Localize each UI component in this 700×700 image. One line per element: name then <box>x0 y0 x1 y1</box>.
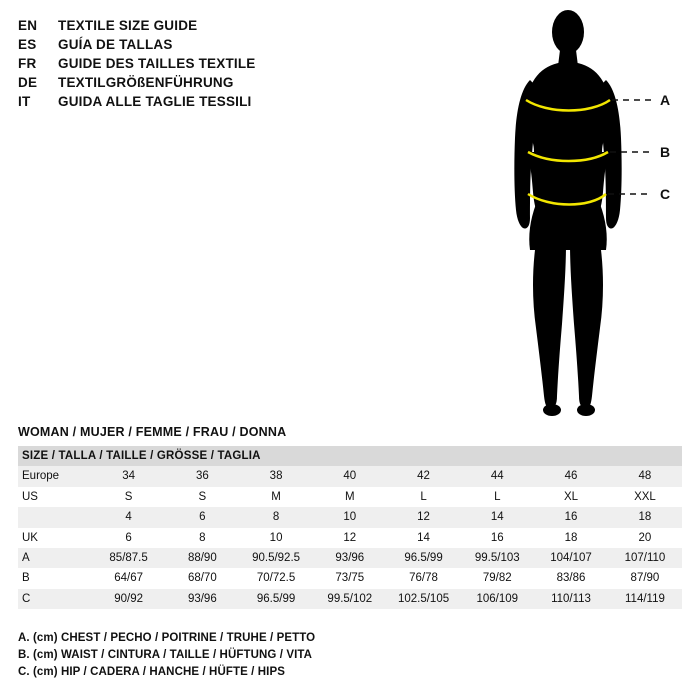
cell: 48 <box>608 466 682 486</box>
cell: 90/92 <box>92 589 166 609</box>
cell: S <box>92 487 166 507</box>
cell: 38 <box>239 466 313 486</box>
title-text-es: GUÍA DE TALLAS <box>58 37 173 52</box>
title-row-it <box>18 94 318 109</box>
title-block <box>18 18 318 113</box>
legend-note-c: C. (cm) HIP / CADERA / HANCHE / HÜFTE / HIPS <box>18 666 286 678</box>
female-silhouette-icon <box>514 10 621 416</box>
row-label-b: B <box>18 568 92 588</box>
cell: 42 <box>387 466 461 486</box>
cell: M <box>239 487 313 507</box>
title-text-en: TEXTILE SIZE GUIDE <box>58 18 198 33</box>
cell: XXL <box>608 487 682 507</box>
cell: 34 <box>92 466 166 486</box>
row-label-c: C <box>18 589 92 609</box>
cell: L <box>460 487 534 507</box>
cell: 88/90 <box>165 548 239 568</box>
title-lang-de: DE <box>18 75 38 90</box>
cell: 70/72.5 <box>239 568 313 588</box>
cell: 76/78 <box>387 568 461 588</box>
table-row <box>18 507 682 527</box>
body-figure <box>470 4 690 434</box>
legend-note-b: B. (cm) WAIST / CINTURA / TAILLE / HÜFTUNG / VITA <box>18 649 313 661</box>
legend-note-a: A. (cm) CHEST / PECHO / POITRINE / TRUHE / PETTO <box>18 632 316 644</box>
cell: 73/75 <box>313 568 387 588</box>
title-row-de <box>18 75 318 90</box>
cell: 104/107 <box>534 548 608 568</box>
table-row <box>18 589 682 609</box>
size-table <box>18 446 682 609</box>
cell: 102.5/105 <box>387 589 461 609</box>
title-lang-it: IT <box>18 94 31 109</box>
cell: L <box>387 487 461 507</box>
cell: 106/109 <box>460 589 534 609</box>
cell: S <box>165 487 239 507</box>
cell: 10 <box>239 528 313 548</box>
size-table-section <box>18 425 682 609</box>
cell: 107/110 <box>608 548 682 568</box>
cell: 6 <box>165 507 239 527</box>
table-header-label: SIZE / TALLA / TAILLE / GRÖSSE / TAGLIA <box>18 446 682 466</box>
cell: 64/67 <box>92 568 166 588</box>
table-row <box>18 528 682 548</box>
cell: M <box>313 487 387 507</box>
cell: 14 <box>460 507 534 527</box>
marker-label-b: B <box>660 144 671 160</box>
cell: 85/87.5 <box>92 548 166 568</box>
cell: 110/113 <box>534 589 608 609</box>
cell: 8 <box>165 528 239 548</box>
table-row <box>18 548 682 568</box>
title-row-en <box>18 18 318 33</box>
table-row <box>18 568 682 588</box>
cell: 87/90 <box>608 568 682 588</box>
cell: 20 <box>608 528 682 548</box>
row-label-us: US <box>18 487 92 507</box>
title-lang-fr: FR <box>18 56 37 71</box>
cell: 12 <box>387 507 461 527</box>
row-label-a: A <box>18 548 92 568</box>
title-lang-en: EN <box>18 18 38 33</box>
cell: 6 <box>92 528 166 548</box>
title-lang-es: ES <box>18 37 37 52</box>
row-label-europe: Europe <box>18 466 92 486</box>
cell: 36 <box>165 466 239 486</box>
marker-label-a: A <box>660 92 671 108</box>
cell: 93/96 <box>313 548 387 568</box>
cell: 99.5/102 <box>313 589 387 609</box>
cell: 14 <box>387 528 461 548</box>
table-section-title: WOMAN / MUJER / FEMME / FRAU / DONNA <box>18 425 287 439</box>
cell: 10 <box>313 507 387 527</box>
cell: 4 <box>92 507 166 527</box>
title-text-it: GUIDA ALLE TAGLIE TESSILI <box>58 94 252 109</box>
row-label-uk: UK <box>18 528 92 548</box>
title-row-fr <box>18 56 318 71</box>
cell: 40 <box>313 466 387 486</box>
row-label-us-numeric <box>18 507 92 527</box>
cell: 93/96 <box>165 589 239 609</box>
cell: 68/70 <box>165 568 239 588</box>
table-row <box>18 487 682 507</box>
table-header-row <box>18 446 682 466</box>
cell: 79/82 <box>460 568 534 588</box>
cell: 8 <box>239 507 313 527</box>
cell: XL <box>534 487 608 507</box>
cell: 114/119 <box>608 589 682 609</box>
cell: 99.5/103 <box>460 548 534 568</box>
marker-label-c: C <box>660 186 671 202</box>
title-row-es <box>18 37 318 52</box>
title-text-fr: GUIDE DES TAILLES TEXTILE <box>58 56 256 71</box>
cell: 96.5/99 <box>387 548 461 568</box>
cell: 16 <box>460 528 534 548</box>
cell: 12 <box>313 528 387 548</box>
cell: 16 <box>534 507 608 527</box>
cell: 18 <box>608 507 682 527</box>
cell: 46 <box>534 466 608 486</box>
cell: 96.5/99 <box>239 589 313 609</box>
cell: 18 <box>534 528 608 548</box>
measurement-legend <box>18 632 682 683</box>
cell: 44 <box>460 466 534 486</box>
table-row <box>18 466 682 486</box>
cell: 83/86 <box>534 568 608 588</box>
cell: 90.5/92.5 <box>239 548 313 568</box>
title-text-de: TEXTILGRÖßENFÜHRUNG <box>58 75 234 90</box>
